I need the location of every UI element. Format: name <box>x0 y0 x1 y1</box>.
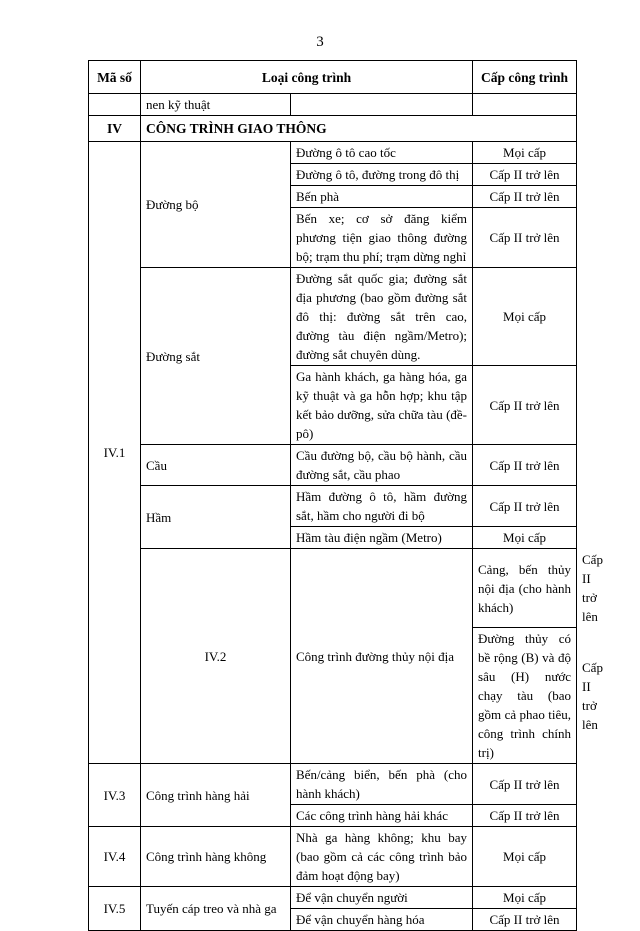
level-cell: Cấp II trở lên <box>473 164 577 186</box>
level-cell: Mọi cấp <box>473 887 577 909</box>
type-cell: Cảng, bến thủy nội địa (cho hành khách) <box>473 549 577 628</box>
header-code: Mã số <box>89 61 141 94</box>
continuation-text: nen kỹ thuật <box>141 94 291 116</box>
type-cell: Bến/cảng biển, bến phà (cho hành khách) <box>291 764 473 805</box>
construction-classification-table <box>88 60 603 931</box>
group-code-iv1: IV.1 <box>89 142 141 764</box>
category-cau: Cầu <box>141 445 291 486</box>
type-cell: Hầm đường ô tô, hầm đường sắt, hầm cho người đi bộ <box>291 486 473 527</box>
header-type: Loại công trình <box>141 61 473 94</box>
type-cell: Hầm tàu điện ngầm (Metro) <box>291 527 473 549</box>
type-cell: Nhà ga hàng không; khu bay (bao gồm cả các công trình bảo đảm hoạt động bay) <box>291 827 473 887</box>
continuation-code-cell <box>89 94 141 116</box>
level-cell: Cấp II trở lên <box>473 208 577 268</box>
table-row <box>89 268 577 366</box>
type-cell: Để vận chuyển người <box>291 887 473 909</box>
header-row <box>89 61 577 94</box>
table-row <box>89 445 577 486</box>
table-row <box>89 827 577 887</box>
level-cell: Cấp II trở lên <box>473 186 577 208</box>
level-cell: Cấp II trở lên <box>473 366 577 445</box>
section-row <box>89 116 577 142</box>
type-cell: Bến phà <box>291 186 473 208</box>
type-cell: Ga hành khách, ga hàng hóa, ga kỹ thuật và ga hỗn hợp; khu tập kết bảo dưỡng, sửa chữa tàu (đề-pô) <box>291 366 473 445</box>
table-row <box>89 764 577 805</box>
table-row <box>89 142 577 164</box>
category-iv4: Công trình hàng không <box>141 827 291 887</box>
type-cell: Đường ô tô cao tốc <box>291 142 473 164</box>
level-cell: Cấp II trở lên <box>473 909 577 931</box>
table-row: IV.2 Công trình đường thủy nội địa Cảng, bến thủy nội địa (cho hành khách) Cấp II trở lên <box>89 549 577 628</box>
level-cell: Cấp II trở lên <box>473 445 577 486</box>
page-number: 3 <box>316 34 324 50</box>
group-code-iv4: IV.4 <box>89 827 141 887</box>
table-row <box>89 486 577 527</box>
table-row <box>89 887 577 909</box>
category-duong-sat: Đường sắt <box>141 268 291 445</box>
level-cell: Cấp II trở lên <box>473 805 577 827</box>
type-cell: Đường thủy có bề rộng (B) và độ sâu (H) nước chạy tàu (bao gồm cả phao tiêu, công trình chính trị) <box>473 628 577 764</box>
continuation-empty-cell <box>291 94 473 116</box>
continuation-level-cell <box>473 94 577 116</box>
level-cell: Mọi cấp <box>473 142 577 164</box>
header-level: Cấp công trình <box>473 61 577 94</box>
category-ham: Hầm <box>141 486 291 549</box>
type-cell: Đường sắt quốc gia; đường sắt địa phương (bao gồm đường sắt đô thị: đường sắt trên cao, đường tàu điện ngầm/Metro); đường sắt chuyên dùng. <box>291 268 473 366</box>
section-title: CÔNG TRÌNH GIAO THÔNG <box>141 116 577 142</box>
group-code-iv2: IV.2 <box>141 549 291 764</box>
table-row: Đường thủy có bề rộng (B) và độ sâu (H) nước chạy tàu (bao gồm cả phao tiêu, công trình chính trị) Cấp II trở lên <box>89 628 577 764</box>
level-cell: Mọi cấp <box>473 527 577 549</box>
category-iv2: Công trình đường thủy nội địa <box>291 549 473 764</box>
category-duong-bo: Đường bộ <box>141 142 291 268</box>
type-cell: Các công trình hàng hải khác <box>291 805 473 827</box>
category-iv5: Tuyến cáp treo và nhà ga <box>141 887 291 931</box>
level-cell: Mọi cấp <box>473 827 577 887</box>
section-code: IV <box>89 116 141 142</box>
group-code-iv5: IV.5 <box>89 887 141 931</box>
category-iv3: Công trình hàng hải <box>141 764 291 827</box>
type-cell: Đường ô tô, đường trong đô thị <box>291 164 473 186</box>
continuation-row <box>89 94 577 116</box>
type-cell: Cầu đường bộ, cầu bộ hành, cầu đường sắt, cầu phao <box>291 445 473 486</box>
type-cell: Bến xe; cơ sở đăng kiểm phương tiện giao thông đường bộ; trạm thu phí; trạm dừng nghỉ <box>291 208 473 268</box>
level-cell: Cấp II trở lên <box>473 486 577 527</box>
group-code-iv3: IV.3 <box>89 764 141 827</box>
level-cell: Mọi cấp <box>473 268 577 366</box>
level-cell: Cấp II trở lên <box>473 764 577 805</box>
type-cell: Để vận chuyển hàng hóa <box>291 909 473 931</box>
